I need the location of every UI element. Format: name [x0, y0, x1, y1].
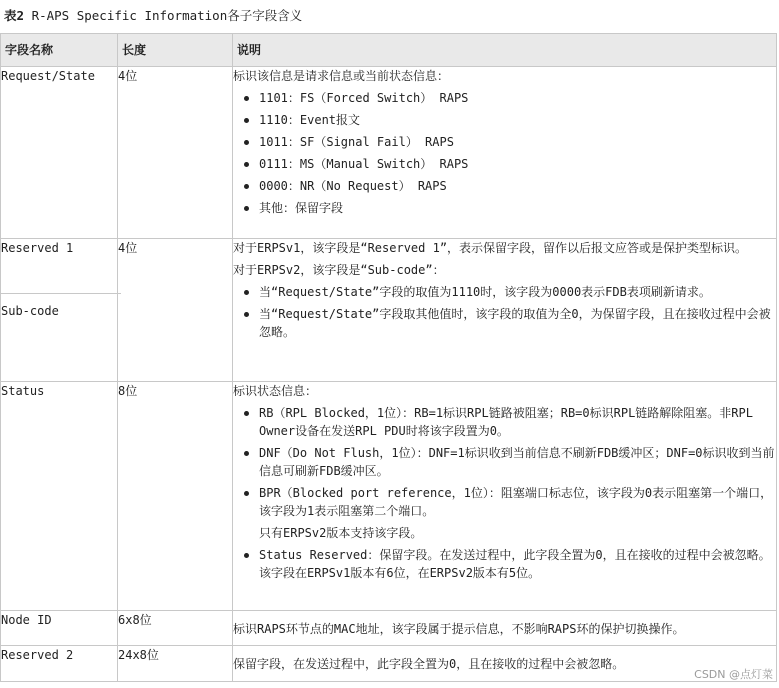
table-row: [1, 646, 777, 682]
bullet-icon: [244, 451, 249, 456]
table-caption: [4, 6, 302, 24]
list-item: RB（RPL Blocked，1位）：RB=1标识RPL链路被阻塞；RB=0标识RPL链路解除阻塞。非RPL Owner设备在发送RPL PDU时将该字段置为0。: [233, 404, 776, 440]
list-item: 当“Request/State”字段取其他值时，该字段的取值为全0，为保留字段，且在接收过程中会被忽略。: [233, 305, 776, 341]
list-item: Status Reserved：保留字段。在发送过程中，此字段全置为0，且在接收的过程中会被忽略。该字段在ERPSv1版本有6位，在ERPSv2版本有5位。: [233, 546, 776, 582]
description-cell: [233, 239, 777, 382]
list-item: 其他：保留字段: [233, 199, 776, 217]
bullet-list: [233, 404, 776, 582]
table-row: [1, 611, 777, 646]
table-row: [1, 67, 777, 239]
field-name-cell: Reserved 2: [1, 646, 118, 682]
description-cell: 保留字段，在发送过程中，此字段全置为0，且在接收的过程中会被忽略。: [233, 646, 777, 682]
description-paragraph: 对于ERPSv2，该字段是“Sub-code”：: [233, 263, 445, 277]
bullet-icon: [244, 553, 249, 558]
description-paragraph: 对于ERPSv1，该字段是“Reserved 1”，表示保留字段，留作以后报文应答或是保护类型标识。: [233, 241, 748, 255]
header-field-name: 字段名称: [1, 34, 118, 67]
field-name-subcode: Sub-code: [0, 293, 121, 320]
list-item: 0111：MS（Manual Switch） RAPS: [233, 155, 776, 173]
bullet-list: [233, 283, 776, 341]
length-cell: 6x8位: [118, 611, 233, 646]
header-length: 长度: [118, 34, 233, 67]
bullet-icon: [244, 491, 249, 496]
bullet-icon: [244, 312, 249, 317]
field-name-cell: Node ID: [1, 611, 118, 646]
list-item: 当“Request/State”字段的取值为1110时，该字段为0000表示FDB表项刷新请求。: [233, 283, 776, 301]
table-number: 表2: [4, 8, 25, 23]
list-item: BPR（Blocked port reference，1位）：阻塞端口标志位，该字段为0表示阻塞第一个端口，该字段为1表示阻塞第二个端口。 只有ERPSv2版本支持该字段。: [233, 484, 776, 542]
bullet-icon: [244, 96, 249, 101]
length-cell: 24x8位: [118, 646, 233, 682]
bullet-icon: [244, 162, 249, 167]
list-item: 1110：Event报文: [233, 111, 776, 129]
field-name-reserved1: Reserved 1: [1, 241, 74, 255]
table-title: R-APS Specific Information各子字段含义: [31, 8, 303, 23]
watermark: CSDN @点灯菜: [694, 668, 773, 681]
bpr-note: 只有ERPSv2版本支持该字段。: [259, 526, 423, 540]
length-cell: 4位: [118, 239, 233, 382]
description-cell: [233, 67, 777, 239]
table-header-row: [1, 34, 777, 67]
description-cell: [233, 382, 777, 611]
field-name-cell: Status: [1, 382, 118, 611]
bullet-icon: [244, 411, 249, 416]
length-cell: 8位: [118, 382, 233, 611]
header-description: 说明: [233, 34, 777, 67]
description-cell: 标识RAPS环节点的MAC地址，该字段属于提示信息，不影响RAPS环的保护切换操作。: [233, 611, 777, 646]
bullet-icon: [244, 118, 249, 123]
field-table: [0, 33, 777, 682]
list-item: 1011：SF（Signal Fail） RAPS: [233, 133, 776, 151]
list-item: DNF（Do Not Flush，1位）：DNF=1标识收到当前信息不刷新FDB缓冲区；DNF=0标识收到当前信息可刷新FDB缓冲区。: [233, 444, 776, 480]
table-row: [1, 239, 777, 382]
bullet-list: [233, 89, 776, 217]
list-item: 1101：FS（Forced Switch） RAPS: [233, 89, 776, 107]
bullet-icon: [244, 290, 249, 295]
description-intro: 标识状态信息：: [233, 384, 318, 398]
list-item: 0000：NR（No Request） RAPS: [233, 177, 776, 195]
length-cell: 4位: [118, 67, 233, 239]
bullet-icon: [244, 206, 249, 211]
description-intro: 标识该信息是请求信息或当前状态信息：: [233, 69, 450, 83]
field-name-cell: Request/State: [1, 67, 118, 239]
bullet-icon: [244, 140, 249, 145]
field-name-cell: [1, 239, 118, 382]
bullet-icon: [244, 184, 249, 189]
table-row: [1, 382, 777, 611]
